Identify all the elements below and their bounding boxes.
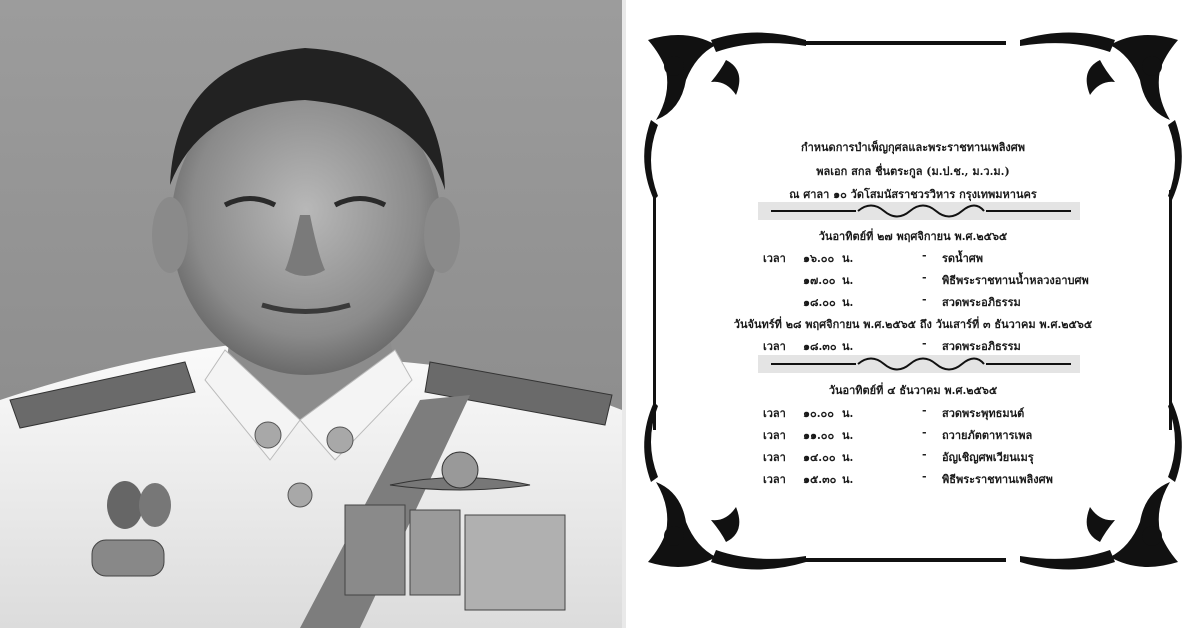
row-label: เวลา bbox=[763, 451, 786, 464]
venue: ณ ศาลา ๑๐ วัดโสมนัสราชวรวิหาร กรุงเทพมหานคร bbox=[789, 188, 1037, 201]
schedule-text bbox=[626, 0, 1200, 628]
row-unit: น. bbox=[842, 407, 854, 420]
row-time: ๑๑.๐๐ bbox=[803, 429, 835, 442]
row-dash: - bbox=[922, 448, 927, 461]
row-time: ๑๗.๐๐ bbox=[803, 274, 836, 287]
deceased-name: พลเอก สกล ชื่นตระกูล (ม.ป.ช., ม.ว.ม.) bbox=[816, 165, 1010, 178]
row-event: พิธีพระราชทานเพลิงศพ bbox=[942, 473, 1053, 486]
row-event: สวดพระอภิธรรม bbox=[942, 296, 1021, 309]
row-time: ๑๖.๐๐ bbox=[803, 252, 835, 265]
row-dash: - bbox=[922, 337, 927, 350]
schedule-title: กำหนดการบำเพ็ญกุศลและพระราชทานเพลิงศพ bbox=[800, 141, 1026, 154]
row-event: รดน้ำศพ bbox=[942, 252, 983, 265]
row-label: เวลา bbox=[763, 407, 786, 420]
row-event: สวดพระพุทธมนต์ bbox=[942, 407, 1025, 420]
row-time: ๑๔.๐๐ bbox=[803, 451, 836, 464]
row-unit: น. bbox=[842, 252, 854, 265]
row-dash: - bbox=[922, 293, 927, 306]
row-unit: น. bbox=[842, 473, 854, 486]
row-label: เวลา bbox=[763, 473, 786, 486]
row-time: ๑๕.๓๐ bbox=[803, 473, 837, 486]
row-time: ๑๘.๓๐ bbox=[803, 340, 837, 353]
row-time: ๑๘.๐๐ bbox=[803, 296, 836, 309]
row-event: ถวายภัตตาหารเพล bbox=[942, 429, 1033, 442]
day3-heading: วันอาทิตย์ที่ ๔ ธันวาคม พ.ศ.๒๕๖๕ bbox=[828, 384, 998, 397]
row-unit: น. bbox=[842, 451, 854, 464]
row-unit: น. bbox=[842, 296, 854, 309]
row-label: เวลา bbox=[763, 252, 786, 265]
row-dash: - bbox=[922, 249, 927, 262]
funeral-schedule-card bbox=[626, 0, 1200, 628]
row-unit: น. bbox=[842, 340, 854, 353]
row-event: อัญเชิญศพเวียนเมรุ bbox=[942, 451, 1034, 464]
row-dash: - bbox=[922, 404, 927, 417]
row-dash: - bbox=[922, 470, 927, 483]
row-event: พิธีพระราชทานน้ำหลวงอาบศพ bbox=[942, 274, 1089, 287]
row-unit: น. bbox=[842, 274, 854, 287]
row-label: เวลา bbox=[763, 340, 786, 353]
row-unit: น. bbox=[842, 429, 854, 442]
row-time: ๑๐.๐๐ bbox=[803, 407, 834, 420]
row-dash: - bbox=[922, 426, 927, 439]
day1-heading: วันอาทิตย์ที่ ๒๗ พฤศจิกายน พ.ศ.๒๕๖๕ bbox=[818, 230, 1008, 243]
row-label: เวลา bbox=[763, 429, 786, 442]
row-dash: - bbox=[922, 271, 927, 284]
day2-heading: วันจันทร์ที่ ๒๘ พฤศจิกายน พ.ศ.๒๕๖๕ ถึง วันเสาร์ที่ ๓ ธันวาคม พ.ศ.๒๕๖๕ bbox=[733, 318, 1093, 331]
row-event: สวดพระอภิธรรม bbox=[942, 340, 1021, 353]
